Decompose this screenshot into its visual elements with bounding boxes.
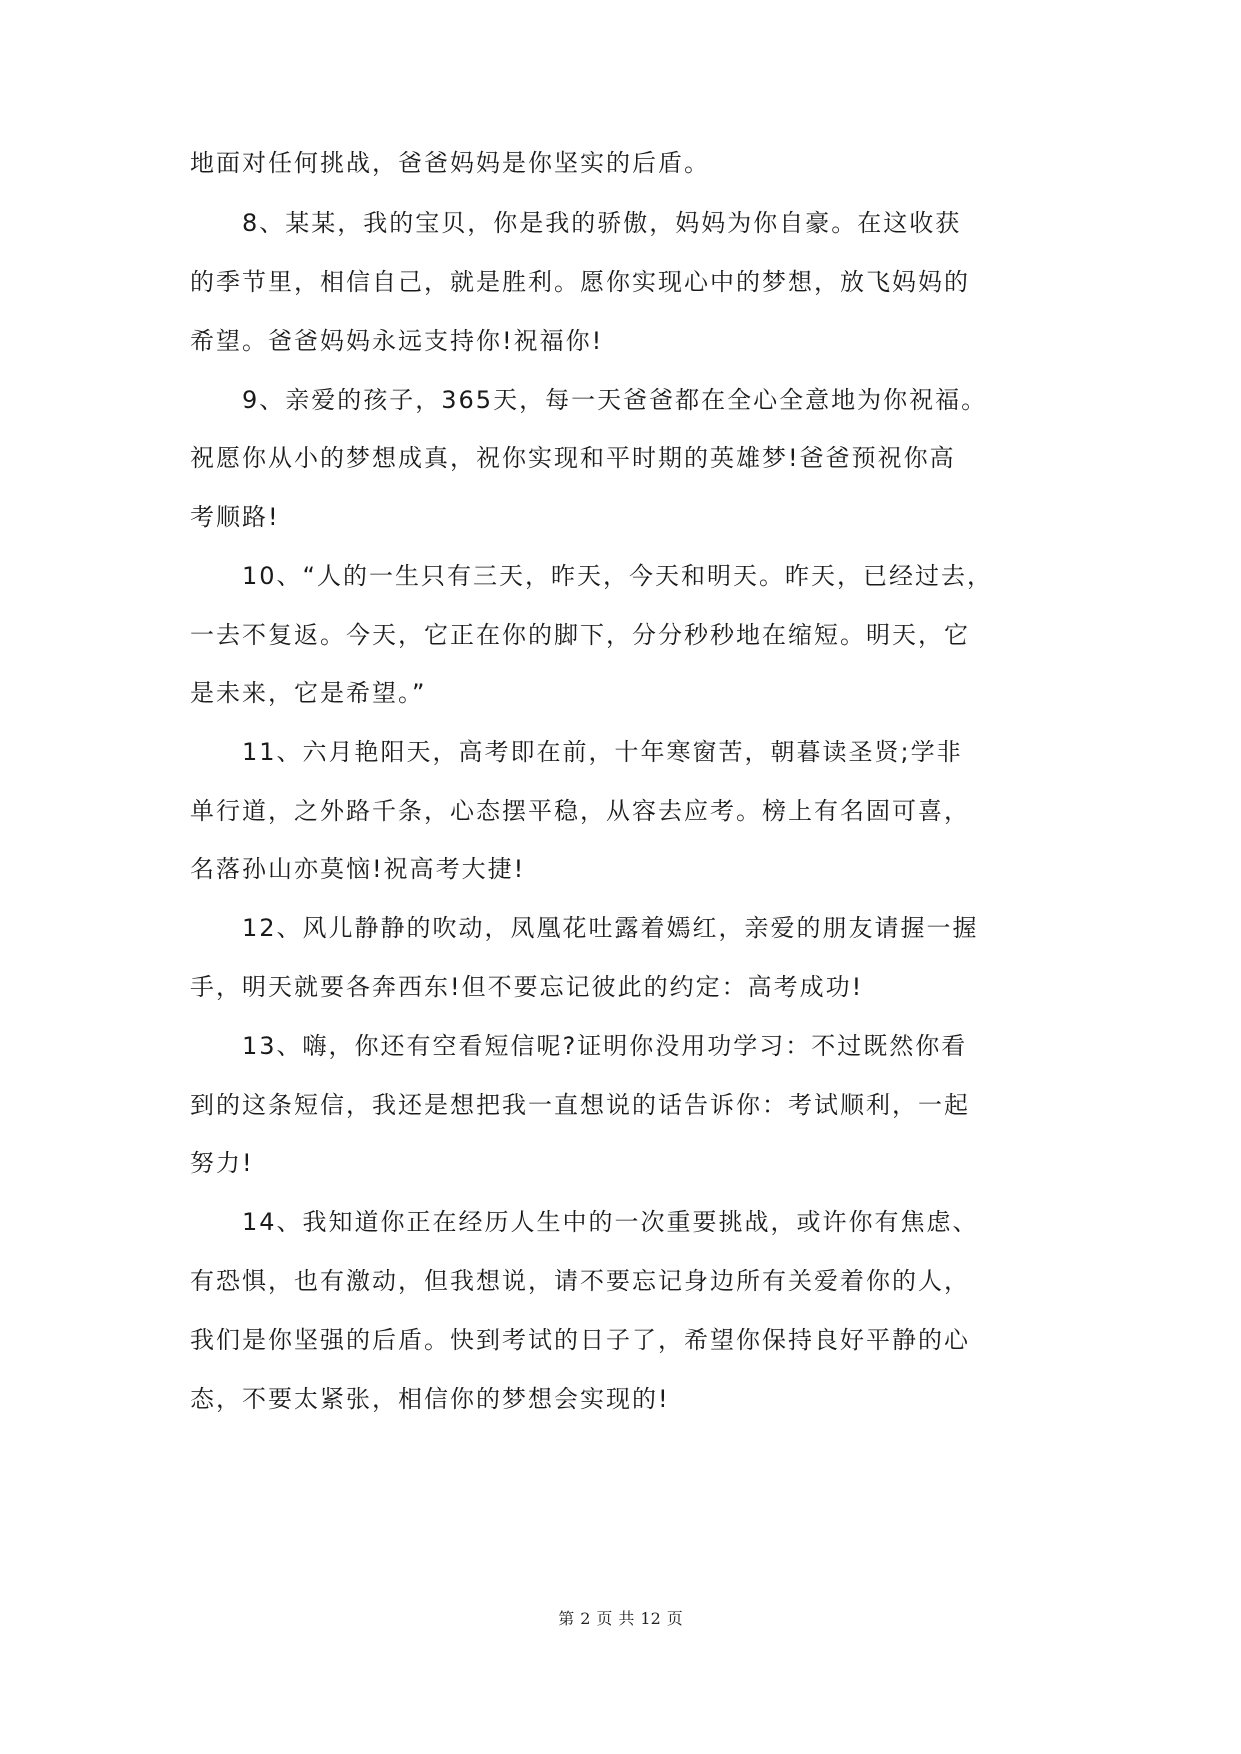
text-line: 是未来，它是希望。”	[190, 679, 427, 707]
text-line: 12、风儿静静的吹动，凤凰花吐露着嫣红，亲爱的朋友请握一握	[190, 914, 979, 942]
text-line: 态，不要太紧张，相信你的梦想会实现的!	[190, 1385, 670, 1413]
text-line: 8、某某，我的宝贝，你是我的骄傲，妈妈为你自豪。在这收获	[190, 209, 962, 237]
text-line: 14、我知道你正在经历人生中的一次重要挑战，或许你有焦虑、	[190, 1208, 979, 1236]
text-line: 的季节里，相信自己，就是胜利。愿你实现心中的梦想，放飞妈妈的	[190, 268, 970, 296]
text-line: 一去不复返。今天，它正在你的脚下，分分秒秒地在缩短。明天，它	[190, 621, 970, 649]
text-line: 10、“人的一生只有三天，昨天，今天和明天。昨天，已经过去，	[190, 562, 993, 590]
text-line: 9、亲爱的孩子，365天，每一天爸爸都在全心全意地为你祝福。	[190, 386, 988, 414]
text-line: 13、嗨，你还有空看短信呢?证明你没用功学习：不过既然你看	[190, 1032, 968, 1060]
text-line: 名落孙山亦莫恼!祝高考大捷!	[190, 855, 526, 883]
text-line: 有恐惧，也有激动，但我想说，请不要忘记身边所有关爱着你的人，	[190, 1267, 970, 1295]
total-label: 共	[618, 1609, 635, 1628]
text-line: 我们是你坚强的后盾。快到考试的日子了，希望你保持良好平静的心	[190, 1326, 970, 1354]
text-line: 到的这条短信，我还是想把我一直想说的话告诉你：考试顺利，一起	[190, 1091, 970, 1119]
text-line: 希望。爸爸妈妈永远支持你!祝福你!	[190, 327, 604, 355]
text-line: 祝愿你从小的梦想成真，祝你实现和平时期的英雄梦!爸爸预祝你高	[190, 444, 956, 472]
text-line: 地面对任何挑战，爸爸妈妈是你坚实的后盾。	[190, 149, 710, 177]
current-page-number: 2	[580, 1609, 591, 1628]
page-suffix: 页	[596, 1609, 613, 1628]
total-suffix: 页	[666, 1609, 683, 1628]
total-pages-number: 12	[640, 1609, 661, 1628]
text-line: 手，明天就要各奔西东!但不要忘记彼此的约定：高考成功!	[190, 973, 864, 1001]
page-label: 第	[558, 1609, 575, 1628]
text-line: 考顺路!	[190, 503, 280, 531]
text-line: 11、六月艳阳天，高考即在前，十年寒窗苦，朝暮读圣贤;学非	[190, 738, 963, 766]
text-line: 努力!	[190, 1149, 254, 1177]
page-footer	[0, 1606, 1241, 1629]
text-line: 单行道，之外路千条，心态摆平稳，从容去应考。榜上有名固可喜，	[190, 797, 970, 825]
